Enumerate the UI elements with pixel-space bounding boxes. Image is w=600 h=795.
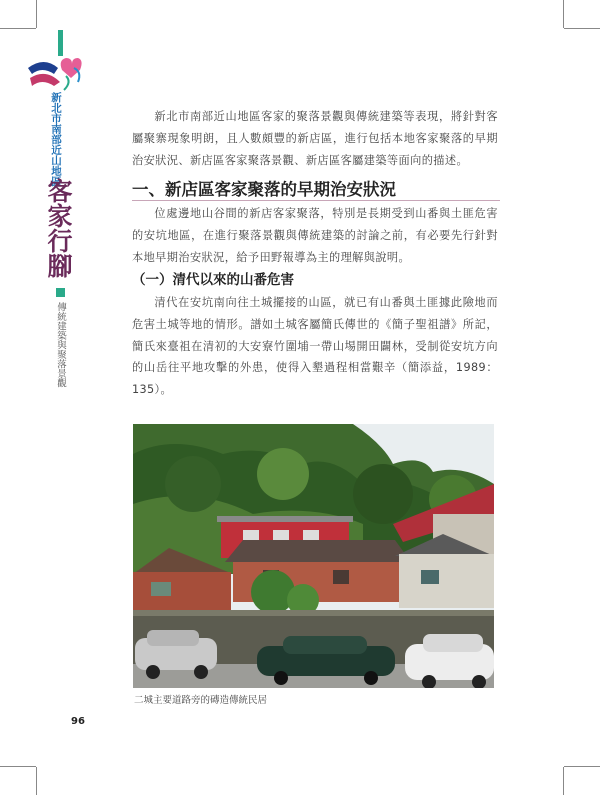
intro-paragraph: 新北市南部近山地區客家的聚落景觀與傳統建築等表現，將針對客屬聚寨現象明朗，且人數頗豐的新店區，進行包括本地客家聚落的早期治安狀況、新店區客家聚落景觀、新店區客屬建築等面向的描述。 — [132, 110, 498, 167]
heading-divider — [132, 200, 500, 201]
page-number: 96 — [71, 716, 85, 727]
crop-mark — [36, 0, 37, 28]
section-heading: 一、新店區客家聚落的早期治安狀況 — [132, 180, 396, 199]
series-title: 新北市南部近山地區 — [50, 92, 62, 187]
photo-caption: 二城主要道路旁的磚造傳統民居 — [134, 695, 268, 706]
bullet-square — [56, 288, 65, 297]
crop-mark — [36, 767, 37, 795]
crop-mark — [0, 766, 36, 767]
crop-mark — [0, 28, 36, 29]
crop-mark — [563, 767, 564, 795]
subsection-heading: （一）清代以來的山番危害 — [132, 272, 294, 288]
brand-title: 客家行腳 — [44, 178, 73, 278]
section-paragraph: 位處邊地山谷間的新店客家聚落，特別是長期受到山番與土匪危害的安坑地區，在進行聚落景觀與傳統建築的討論之前，有必要先行針對本地早期治安狀況，給予田野報導為主的理解與說明。 — [132, 207, 498, 264]
subsection-paragraph: 清代在安坑南向往土城擺接的山區，就已有山番與土匪據此險地而危害土城等地的情形。譜如土城客屬簡氏傳世的《簡子聖祖譜》所記，簡氏來臺祖在清初的大安寮竹圍埔一帶山埸開田闢林，受制從安坑方向的山岳往平地攻擊的外患，使得入墾過程相當艱辛（簡添益，1989：135）。 — [132, 296, 498, 397]
series-subtitle: 傳統建築與聚落景觀 — [55, 302, 66, 388]
house-photo — [133, 424, 494, 688]
crop-mark — [564, 766, 600, 767]
crop-mark — [564, 28, 600, 29]
crop-mark — [563, 0, 564, 28]
